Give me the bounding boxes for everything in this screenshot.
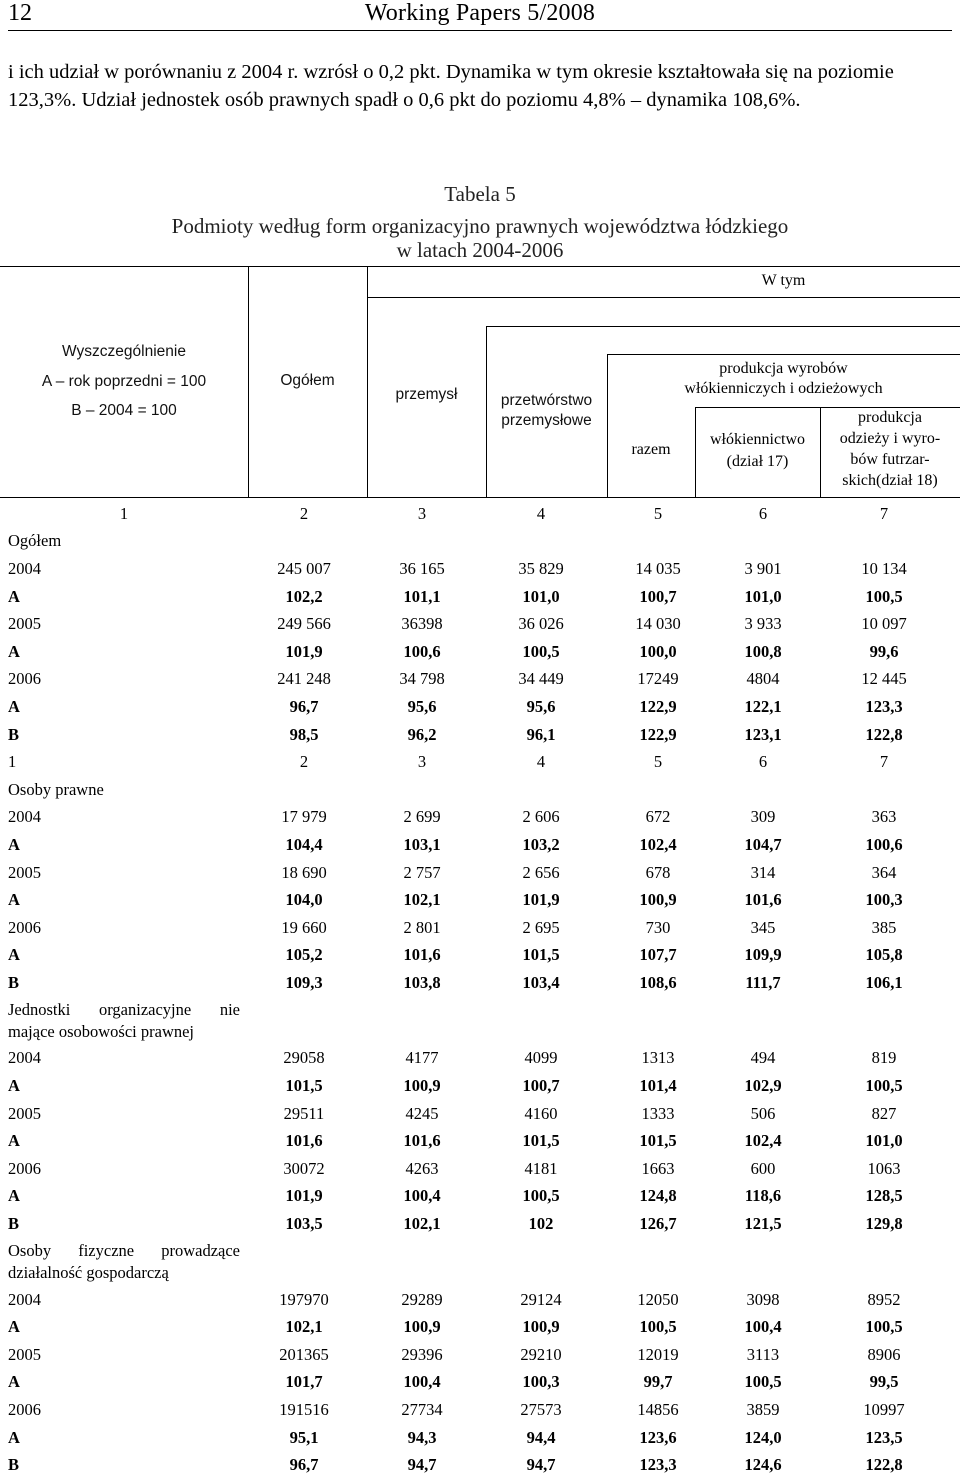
table-cell: 8906 — [867, 1344, 901, 1364]
table-cell: 102,1 — [403, 1214, 441, 1234]
page-number: 12 — [8, 0, 32, 26]
row-label: B — [8, 1214, 20, 1234]
table-cell: 2 606 — [522, 807, 560, 827]
table-cell: 100,0 — [639, 641, 677, 661]
table-cell: 101,6 — [285, 1131, 323, 1151]
table-cell: 100,5 — [865, 1076, 903, 1096]
table-cell: 121,5 — [744, 1214, 782, 1234]
table-cell: 100,9 — [522, 1317, 560, 1337]
table-cell: 102,9 — [744, 1076, 782, 1096]
table-cell: 100,8 — [744, 641, 782, 661]
table-cell: 109,9 — [744, 945, 782, 965]
table-cell: 101,0 — [522, 586, 560, 606]
row-label: A — [8, 1076, 20, 1096]
table-cell: 122,9 — [639, 696, 677, 716]
table-cell: 14 030 — [635, 614, 681, 634]
header-textile-group-2: włókienniczych i odzieżowych — [684, 380, 883, 397]
table-cell: 100,3 — [865, 890, 903, 910]
column-number: 4 — [536, 752, 546, 772]
header-bottom-rule — [0, 497, 960, 498]
table-cell: 96,1 — [526, 724, 556, 744]
section-label: Osoby prawne — [8, 779, 104, 799]
section-header-row — [8, 776, 952, 804]
running-title: Working Papers 5/2008 — [364, 0, 596, 26]
table-row — [8, 555, 952, 583]
manufacturing-rule — [486, 326, 960, 327]
table-cell: 103,8 — [403, 972, 441, 992]
table-row — [8, 693, 952, 721]
row-label: A — [8, 1427, 20, 1447]
table-cell: 101,0 — [744, 586, 782, 606]
table-row — [8, 942, 952, 970]
header-textiles-2: (dział 17) — [726, 453, 789, 470]
row-label: 2006 — [8, 1158, 41, 1178]
table-cell: 123,6 — [639, 1427, 677, 1447]
table-row — [8, 1183, 952, 1211]
table-cell: 103,5 — [285, 1214, 323, 1234]
table-cell: 102 — [528, 1214, 554, 1234]
table-row — [8, 1210, 952, 1238]
table-cell: 2 699 — [403, 807, 441, 827]
table-title-line-2: w latach 2004-2006 — [396, 238, 564, 262]
column-number: 6 — [758, 752, 768, 772]
table-cell: 101,5 — [522, 1131, 560, 1151]
table-cell: 100,3 — [522, 1372, 560, 1392]
row-label: A — [8, 945, 20, 965]
table-cell: 101,0 — [865, 1131, 903, 1151]
header-apparel-1: produkcja — [858, 409, 922, 426]
table-cell: 29058 — [283, 1048, 325, 1068]
column-number: 5 — [653, 503, 663, 523]
table-cell: 1663 — [641, 1158, 675, 1178]
table-cell: 105,2 — [285, 945, 323, 965]
table-cell: 94,7 — [526, 1455, 556, 1475]
table-cell: 314 — [750, 862, 776, 882]
row-label: 2004 — [8, 1289, 41, 1309]
table-cell: 103,1 — [403, 834, 441, 854]
table-row — [8, 1424, 952, 1452]
table-cell: 100,9 — [639, 890, 677, 910]
table-cell: 4245 — [405, 1103, 439, 1123]
table-row — [8, 1100, 952, 1128]
header-apparel-3: bów futrzar- — [850, 451, 930, 468]
table-cell: 129,8 — [865, 1214, 903, 1234]
column-number: 7 — [879, 503, 889, 523]
table-cell: 17 979 — [281, 807, 327, 827]
table-row — [8, 1396, 952, 1424]
header-apparel-2: odzieży i wyro- — [839, 430, 941, 447]
table-cell: 100,9 — [403, 1076, 441, 1096]
table-cell: 123,3 — [639, 1455, 677, 1475]
section-label: Ogółem — [8, 531, 62, 551]
table-cell: 29396 — [401, 1344, 443, 1364]
table-cell: 100,4 — [403, 1372, 441, 1392]
row-label: 2004 — [8, 807, 41, 827]
table-cell: 34 449 — [518, 669, 564, 689]
table-cell: 99,6 — [869, 641, 899, 661]
row-label: A — [8, 890, 20, 910]
col-divider-2 — [367, 266, 368, 497]
table-cell: 4177 — [405, 1048, 439, 1068]
row-label: A — [8, 1186, 20, 1206]
table-cell: 10 134 — [861, 558, 907, 578]
table-cell: 122,1 — [744, 696, 782, 716]
row-label: A — [8, 586, 20, 606]
table-cell: 94,4 — [526, 1427, 556, 1447]
table-cell: 104,0 — [285, 890, 323, 910]
table-cell: 101,5 — [639, 1131, 677, 1151]
table-cell: 18 690 — [281, 862, 327, 882]
table-row — [8, 914, 952, 942]
table-cell: 100,6 — [865, 834, 903, 854]
header-manufacturing-2: przemysłowe — [501, 412, 592, 429]
table-cell: 100,5 — [865, 586, 903, 606]
header-textile-group-1: produkcja wyrobów — [719, 360, 848, 377]
table-row — [8, 1369, 952, 1397]
column-number: 5 — [653, 752, 663, 772]
table-row — [8, 831, 952, 859]
table-cell: 17249 — [637, 669, 679, 689]
table-cell: 122,8 — [865, 1455, 903, 1475]
row-label: 2004 — [8, 1048, 41, 1068]
header-total: Ogółem — [280, 372, 335, 389]
table-cell: 29210 — [520, 1344, 562, 1364]
table-cell: 122,9 — [639, 724, 677, 744]
table-row — [8, 969, 952, 997]
table-cell: 101,6 — [403, 1131, 441, 1151]
row-label: 2005 — [8, 614, 41, 634]
table-cell: 111,7 — [745, 972, 781, 992]
row-label: A — [8, 641, 20, 661]
table-cell: 100,5 — [865, 1317, 903, 1337]
row-label: A — [8, 1372, 20, 1392]
table-cell: 3859 — [746, 1400, 780, 1420]
row-label: 2006 — [8, 917, 41, 937]
table-cell: 123,1 — [744, 724, 782, 744]
row-label: B — [8, 724, 20, 744]
running-header — [8, 0, 952, 31]
table-cell: 102,1 — [285, 1317, 323, 1337]
table-cell: 98,5 — [289, 724, 319, 744]
table-cell: 29289 — [401, 1289, 443, 1309]
table-cell: 35 829 — [518, 558, 564, 578]
table-cell: 101,9 — [285, 641, 323, 661]
table-cell: 2 656 — [522, 862, 560, 882]
table-cell: 100,7 — [639, 586, 677, 606]
header-manufacturing-1: przetwórstwo — [500, 392, 593, 409]
table-cell: 2 801 — [403, 917, 441, 937]
table-cell: 124,8 — [639, 1186, 677, 1206]
table-cell: 99,7 — [643, 1372, 673, 1392]
row-label: B — [8, 1455, 20, 1475]
table-cell: 672 — [645, 807, 671, 827]
table-cell: 36 026 — [518, 614, 564, 634]
table-cell: 4263 — [405, 1158, 439, 1178]
table-cell: 122,8 — [865, 724, 903, 744]
table-row — [8, 1313, 952, 1341]
column-number: 3 — [417, 503, 427, 523]
table-cell: 102,4 — [639, 834, 677, 854]
table-cell: 106,1 — [865, 972, 903, 992]
table-cell: 10 097 — [861, 614, 907, 634]
section-header-row — [8, 1238, 952, 1286]
header-industry: przemysł — [395, 386, 458, 403]
table-cell: 124,0 — [744, 1427, 782, 1447]
header-description: Wyszczególnienie — [62, 343, 186, 360]
column-number: 6 — [758, 503, 768, 523]
table-cell: 364 — [871, 862, 897, 882]
table-row — [8, 804, 952, 832]
table-cell: 249 566 — [277, 614, 331, 634]
header-w-tym: W tym — [761, 272, 806, 289]
header-index-b: B – 2004 = 100 — [71, 402, 177, 419]
table-cell: 109,3 — [285, 972, 323, 992]
table-cell: 385 — [871, 917, 897, 937]
table-cell: 100,5 — [744, 1372, 782, 1392]
table-cell: 101,4 — [639, 1076, 677, 1096]
table-row — [8, 1341, 952, 1369]
table-top-rule — [0, 266, 960, 267]
table-cell: 12019 — [637, 1344, 679, 1364]
table-row — [8, 1155, 952, 1183]
table-cell: 1313 — [641, 1048, 675, 1068]
table-row — [8, 666, 952, 694]
table-cell: 100,4 — [744, 1317, 782, 1337]
table-cell: 3098 — [746, 1289, 780, 1309]
table-cell: 123,5 — [865, 1427, 903, 1447]
table-cell: 101,7 — [285, 1372, 323, 1392]
header-textiles-1: włókiennictwo — [709, 431, 806, 448]
table-row — [8, 886, 952, 914]
table-row — [8, 1072, 952, 1100]
table-cell: 345 — [750, 917, 776, 937]
table-cell: 3 933 — [744, 614, 782, 634]
table-cell: 241 248 — [277, 669, 331, 689]
row-label: A — [8, 834, 20, 854]
table-cell: 94,7 — [407, 1455, 437, 1475]
table-cell: 99,5 — [869, 1372, 899, 1392]
header-subtotal: razem — [631, 441, 671, 458]
table-cell: 4181 — [524, 1158, 558, 1178]
table-cell: 14 035 — [635, 558, 681, 578]
table-cell: 730 — [645, 917, 671, 937]
column-number-row — [8, 748, 952, 776]
table-cell: 678 — [645, 862, 671, 882]
table-cell: 3113 — [746, 1344, 780, 1364]
table-cell: 100,9 — [403, 1317, 441, 1337]
table-cell: 4160 — [524, 1103, 558, 1123]
row-label: 2004 — [8, 558, 41, 578]
table-cell: 108,6 — [639, 972, 677, 992]
table-row — [8, 1451, 952, 1479]
row-label: 2005 — [8, 1344, 41, 1364]
table-cell: 494 — [750, 1048, 776, 1068]
table-cell: 96,7 — [289, 696, 319, 716]
table-cell: 100,4 — [403, 1186, 441, 1206]
header-apparel-4: skich(dział 18) — [842, 472, 938, 489]
table-cell: 12 445 — [861, 669, 907, 689]
table-cell: 3 901 — [744, 558, 782, 578]
table-cell: 12050 — [637, 1289, 679, 1309]
table-cell: 1333 — [641, 1103, 675, 1123]
table-cell: 36398 — [401, 614, 443, 634]
table-cell: 103,4 — [522, 972, 560, 992]
table-cell: 27734 — [401, 1400, 443, 1420]
table-cell: 95,6 — [526, 696, 556, 716]
table-cell: 104,7 — [744, 834, 782, 854]
table-cell: 105,8 — [865, 945, 903, 965]
table-cell: 197970 — [279, 1289, 329, 1309]
section-label: Jednostki organizacyjne nie mające osobowości prawnej — [8, 999, 240, 1041]
column-number-row — [8, 500, 952, 528]
table-cell: 101,6 — [403, 945, 441, 965]
table-cell: 2 757 — [403, 862, 441, 882]
table-row — [8, 1127, 952, 1155]
table-cell: 827 — [871, 1103, 897, 1123]
table-cell: 4804 — [746, 669, 780, 689]
table-cell: 100,5 — [639, 1317, 677, 1337]
row-label: 2005 — [8, 1103, 41, 1123]
table-cell: 4099 — [524, 1048, 558, 1068]
row-label: B — [8, 972, 20, 992]
section-label: Osoby fizyczne prowadzące działalność gospodarczą — [8, 1240, 240, 1282]
table-body — [8, 500, 952, 1479]
table-cell: 95,1 — [289, 1427, 319, 1447]
table-cell: 102,4 — [744, 1131, 782, 1151]
table-cell: 36 165 — [399, 558, 445, 578]
table-row — [8, 1286, 952, 1314]
table-cell: 96,2 — [407, 724, 437, 744]
table-row — [8, 610, 952, 638]
section-header-row — [8, 997, 952, 1045]
table-cell: 124,6 — [744, 1455, 782, 1475]
header-index-a: A – rok poprzedni = 100 — [41, 373, 207, 390]
table-cell: 29511 — [283, 1103, 325, 1123]
table-cell: 19 660 — [281, 917, 327, 937]
row-label: A — [8, 696, 20, 716]
section-header-row — [8, 528, 952, 556]
table-cell: 101,6 — [744, 890, 782, 910]
table-cell: 95,6 — [407, 696, 437, 716]
table-cell: 819 — [871, 1048, 897, 1068]
table-cell: 201365 — [279, 1344, 329, 1364]
column-number: 3 — [417, 752, 427, 772]
table-cell: 100,7 — [522, 1076, 560, 1096]
table-cell: 101,9 — [522, 890, 560, 910]
row-label: A — [8, 1131, 20, 1151]
column-number: 1 — [119, 503, 129, 523]
table-cell: 101,1 — [403, 586, 441, 606]
intro-paragraph: i ich udział w porównaniu z 2004 r. wzrósł o 0,2 pkt. Dynamika w tym okresie kształtowała się na poziomie 123,3%. Udział jednostek osób prawnych spadł o 0,6 pkt do poziomu 4,8% – dynamika 108,6%. — [8, 61, 894, 111]
table-cell: 118,6 — [744, 1186, 782, 1206]
table-cell: 506 — [750, 1103, 776, 1123]
table-cell: 1063 — [867, 1158, 901, 1178]
table-cell: 600 — [750, 1158, 776, 1178]
table-row — [8, 859, 952, 887]
table-cell: 101,5 — [285, 1076, 323, 1096]
table-cell: 34 798 — [399, 669, 445, 689]
table-cell: 363 — [871, 807, 897, 827]
table-cell: 104,4 — [285, 834, 323, 854]
table-cell: 123,3 — [865, 696, 903, 716]
table-cell: 245 007 — [277, 558, 331, 578]
row-label: 2006 — [8, 669, 41, 689]
table-cell: 126,7 — [639, 1214, 677, 1234]
column-number: 4 — [536, 503, 546, 523]
table-cell: 96,7 — [289, 1455, 319, 1475]
table-cell: 100,5 — [522, 641, 560, 661]
table-cell: 10997 — [863, 1400, 905, 1420]
textile-rule — [607, 354, 960, 355]
table-label: Tabela 5 — [444, 182, 516, 206]
column-number: 1 — [8, 752, 17, 772]
row-label: A — [8, 1317, 20, 1337]
table-row — [8, 1045, 952, 1073]
table-row — [8, 638, 952, 666]
table-row — [8, 721, 952, 749]
table-row — [8, 583, 952, 611]
table-cell: 2 695 — [522, 917, 560, 937]
table-cell: 102,2 — [285, 586, 323, 606]
table-cell: 191516 — [279, 1400, 329, 1420]
table-cell: 27573 — [520, 1400, 562, 1420]
column-number: 2 — [299, 752, 309, 772]
table-cell: 101,9 — [285, 1186, 323, 1206]
table-title-line-1: Podmioty według form organizacyjno prawnych województwa łódzkiego — [171, 214, 789, 238]
table-cell: 100,5 — [522, 1186, 560, 1206]
table-cell: 8952 — [867, 1289, 901, 1309]
table-cell: 29124 — [520, 1289, 562, 1309]
row-label: 2006 — [8, 1400, 41, 1420]
table-cell: 101,5 — [522, 945, 560, 965]
table-cell: 100,6 — [403, 641, 441, 661]
table-cell: 94,3 — [407, 1427, 437, 1447]
table-cell: 309 — [750, 807, 776, 827]
column-number: 7 — [879, 752, 889, 772]
table-cell: 128,5 — [865, 1186, 903, 1206]
w-tym-rule — [367, 297, 960, 298]
table-cell: 30072 — [283, 1158, 325, 1178]
row-label: 2005 — [8, 862, 41, 882]
table-cell: 102,1 — [403, 890, 441, 910]
table-cell: 103,2 — [522, 834, 560, 854]
table-cell: 107,7 — [639, 945, 677, 965]
column-number: 2 — [299, 503, 309, 523]
table-cell: 14856 — [637, 1400, 679, 1420]
